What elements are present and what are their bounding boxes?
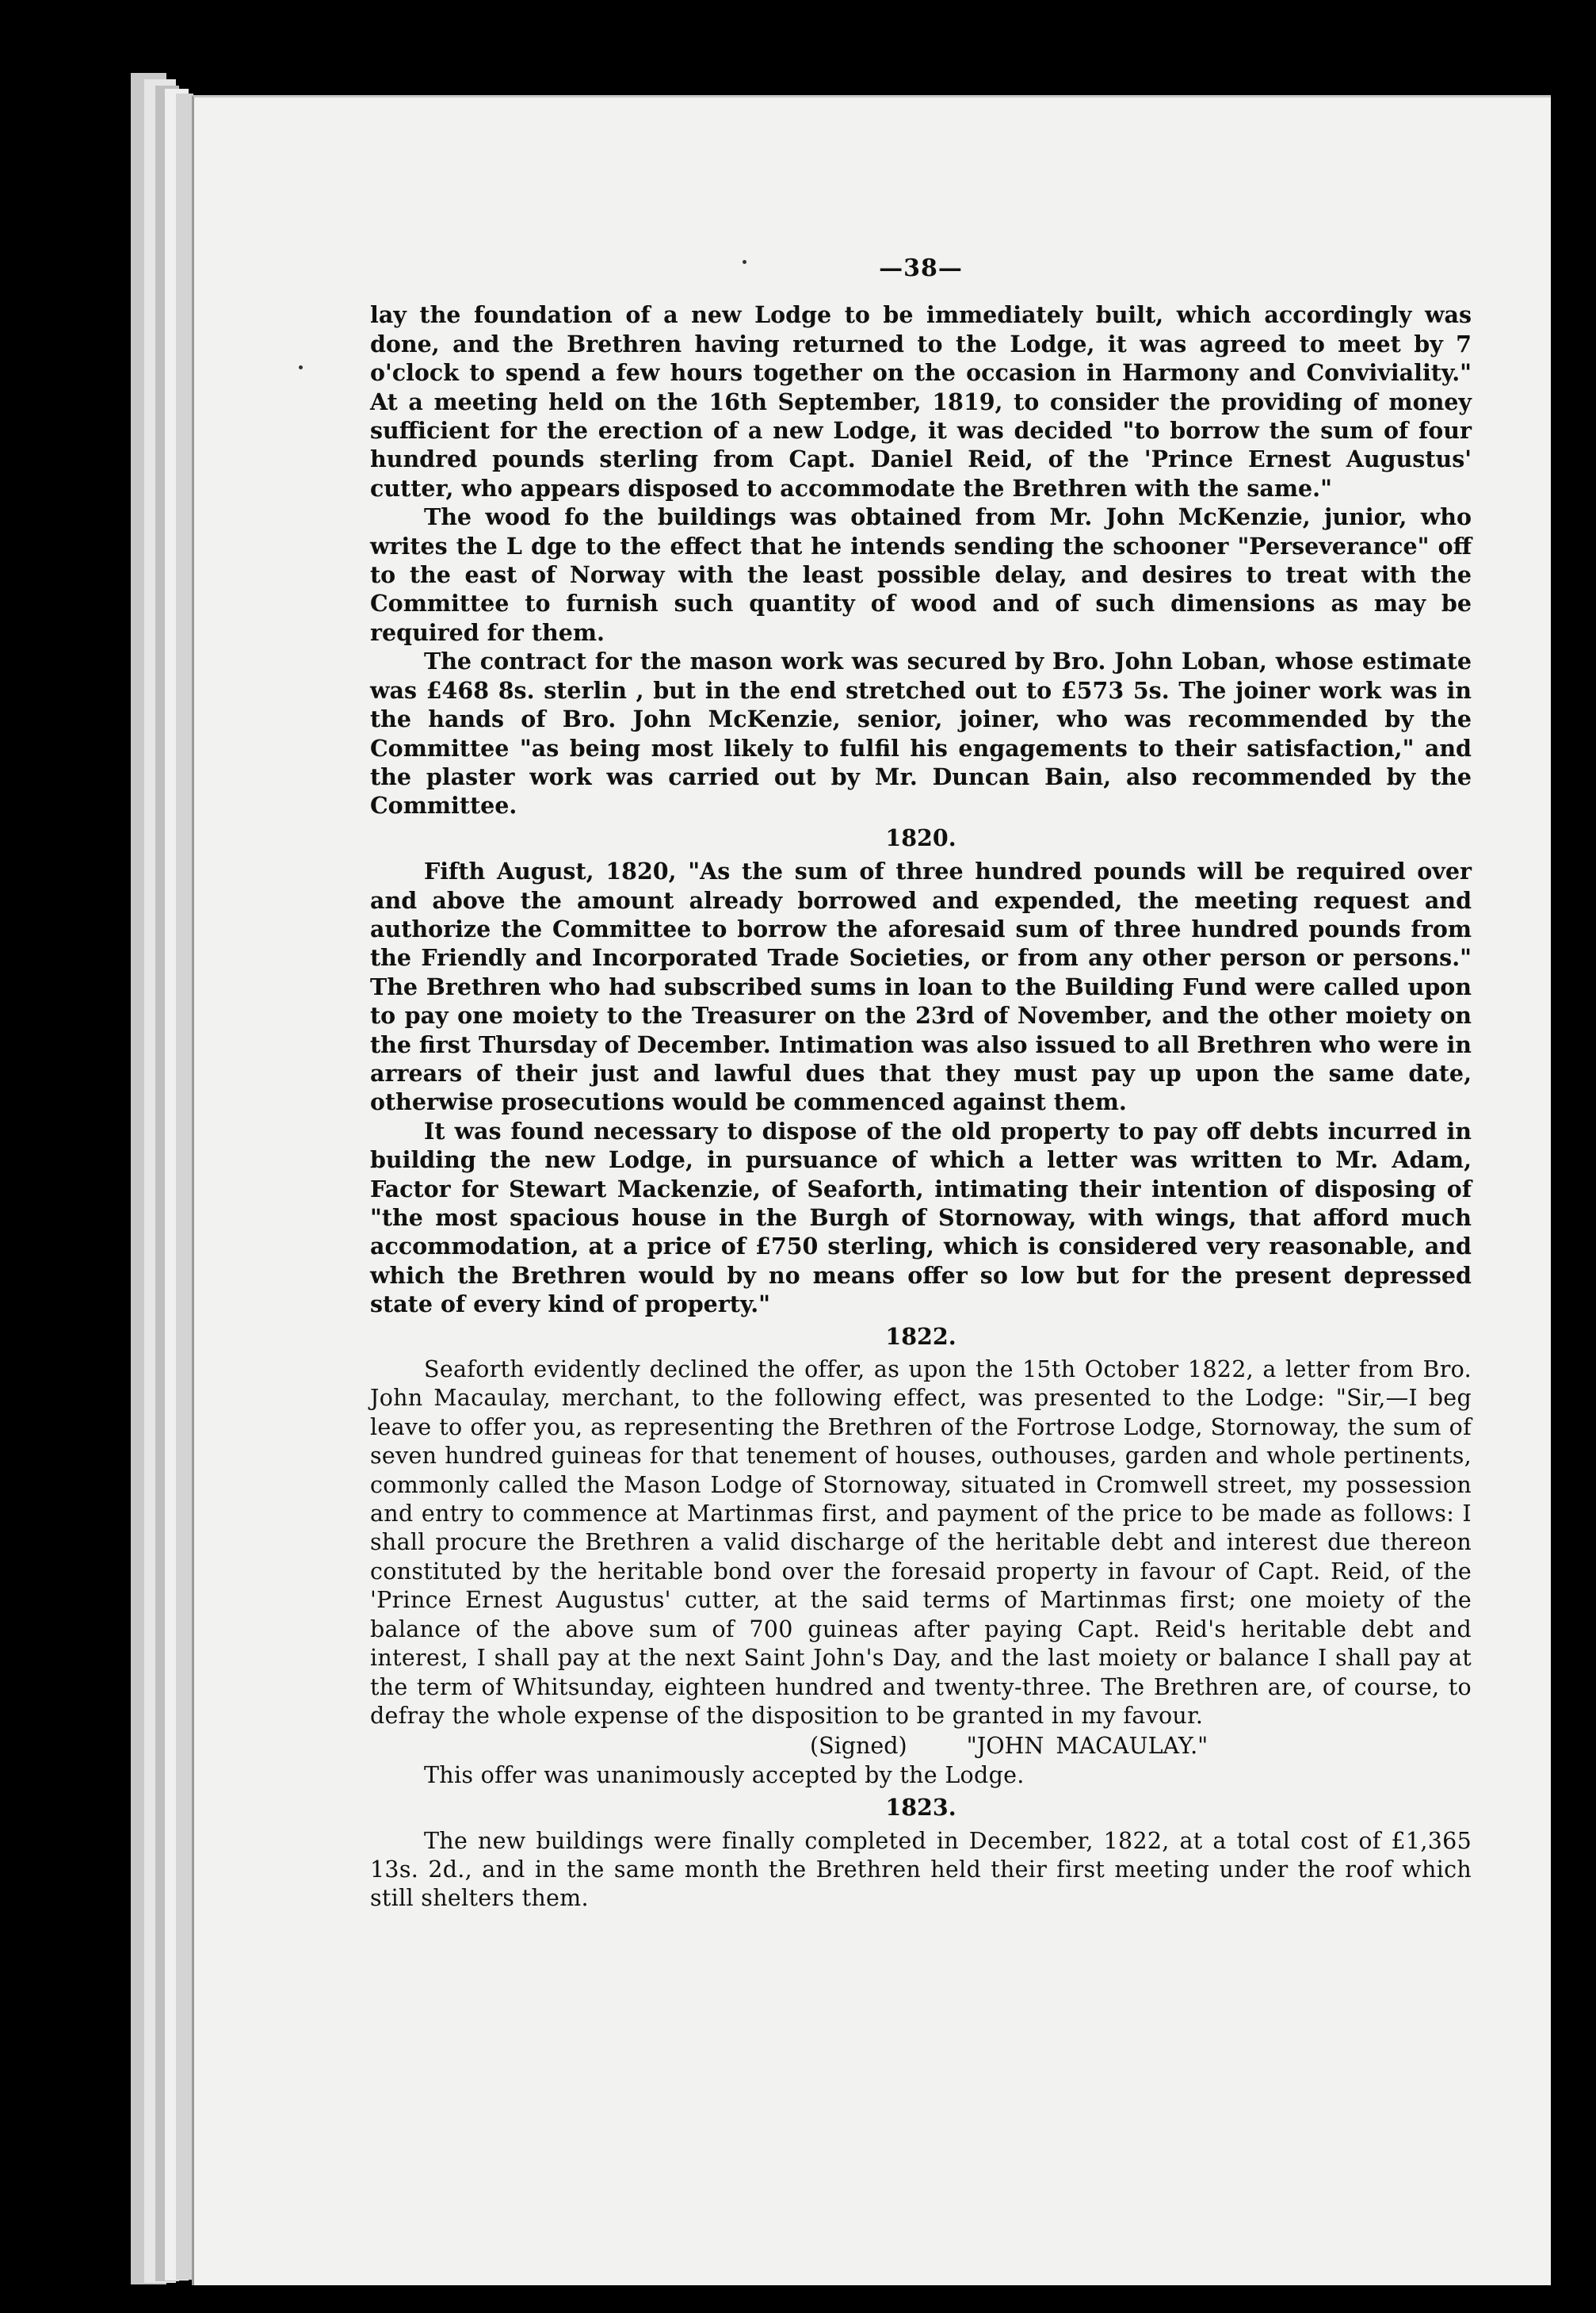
paragraph-offer-accepted: This offer was unanimously accepted by the Lodge. <box>424 1761 1025 1788</box>
scan-speck <box>299 365 303 369</box>
paragraph-wood-supply: The wood fo the buildings was obtained from Mr. John McKenzie, junior, who writes the L dge to the effect that he intends sending the schooner "Perseverance" off to the east of Norway with the least possible delay, and desires to treat with the Committee to furnish such quantity of wood and of such dimensions as may be required for them. <box>370 503 1472 646</box>
paragraph-mason-contract: The contract for the mason work was secured by Bro. John Loban, whose estimate was £468 8s. sterlin , but in the end stretched out to £573 5s. The joiner work was in the hands of Bro. John McKenzie, senior, joiner, who was recommended by the Committee "as being most likely to fulfil his engagements to their satisfaction," and the plaster work was carried out by Mr. Duncan Bain, also recommended by the Committee. <box>370 648 1472 820</box>
paragraph-lodge-foundation: lay the foundation of a new Lodge to be immediately built, which accordingly was done, and the Brethren having returned to the Lodge, it was agreed to meet by 7 o'clock to spend a few hours together on the occasion in Harmony and Conviviality." At a meeting held on the 16th September, 1819, to consider the providing of money sufficient for the erection of a new Lodge, it was decided "to borrow the sum of four hundred pounds sterling from Capt. Daniel Reid, of the 'Prince Ernest Augustus' cutter, who appears disposed to accommodate the Brethren with the same." <box>370 301 1472 502</box>
paragraph-macaulay-letter: Seaforth evidently declined the offer, as upon the 15th October 1822, a letter from Bro. John Macaulay, merchant, to the following effect, was presented to the Lodge: "Sir,—I beg leave to offer you, as representing the Brethren of the Fortrose Lodge, Stornoway, the sum of seven hundred guineas for that tenement of houses, outhouses, garden and whole pertinents, commonly called the Mason Lodge of Stornoway, situated in Cromwell street, my possession and entry to commence at Martinmas first, and payment of the price to be made as follows: I shall procure the Brethren a valid discharge of the heritable debt and interest due thereon constituted by the heritable bond over the foresaid property in favour of Capt. Reid, of the 'Prince Ernest Augustus' cutter, at the said terms of Martinmas first; one moiety of the balance of the above sum of 700 guineas after paying Capt. Reid's heritable debt and interest, I shall pay at the next Saint John's Day, and the last moiety or balance I shall pay at the term of Whitsunday, eighteen hundred and twenty-three. The Brethren are, of course, to defray the whole expense of the disposition to be granted in my favour. <box>370 1356 1472 1729</box>
year-heading-1823: 1823. <box>885 1794 956 1822</box>
page-number: —38— <box>879 254 963 282</box>
book-page <box>192 95 1551 2285</box>
page-edge <box>176 94 193 2280</box>
page-content <box>370 254 1472 1913</box>
year-heading-1822: 1822. <box>885 1322 956 1350</box>
year-heading-1820: 1820. <box>885 824 956 851</box>
signature-name: "JOHN MACAULAY." <box>966 1733 1208 1760</box>
signature-label: (Signed) <box>810 1733 907 1760</box>
signature-line <box>370 1732 1472 1761</box>
paragraph-buildings-completed: The new buildings were finally completed in December, 1822, at a total cost of £1,365 13s. 2d., and in the same month the Brethren held their first meeting under the roof which still shelters them. <box>370 1827 1472 1912</box>
paragraph-fifth-august: Fifth August, 1820, "As the sum of three hundred pounds will be required over and above the amount already borrowed and expended, the meeting request and authorize the Committee to borrow the aforesaid sum of three hundred pounds from the Friendly and Incorporated Trade Societies, or from any other person or persons." The Brethren who had subscribed sums in loan to the Building Fund were called upon to pay one moiety to the Treasurer on the 23rd of November, and the other moiety on the first Thursday of December. Intimation was also issued to all Brethren who were in arrears of their just and lawful dues that they must pay up upon the same date, otherwise prosecutions would be commenced against them. <box>370 858 1472 1116</box>
paragraph-old-property: It was found necessary to dispose of the old property to pay off debts incurred in building the new Lodge, in pursuance of which a letter was written to Mr. Adam, Factor for Stewart Mackenzie, of Seaforth, intimating their intention of disposing of "the most spacious house in the Burgh of Stornoway, with wings, that afford much accommodation, at a price of £750 sterling, which is considered very reasonable, and which the Brethren would by no means offer so low but for the present depressed state of every kind of property." <box>370 1117 1472 1318</box>
